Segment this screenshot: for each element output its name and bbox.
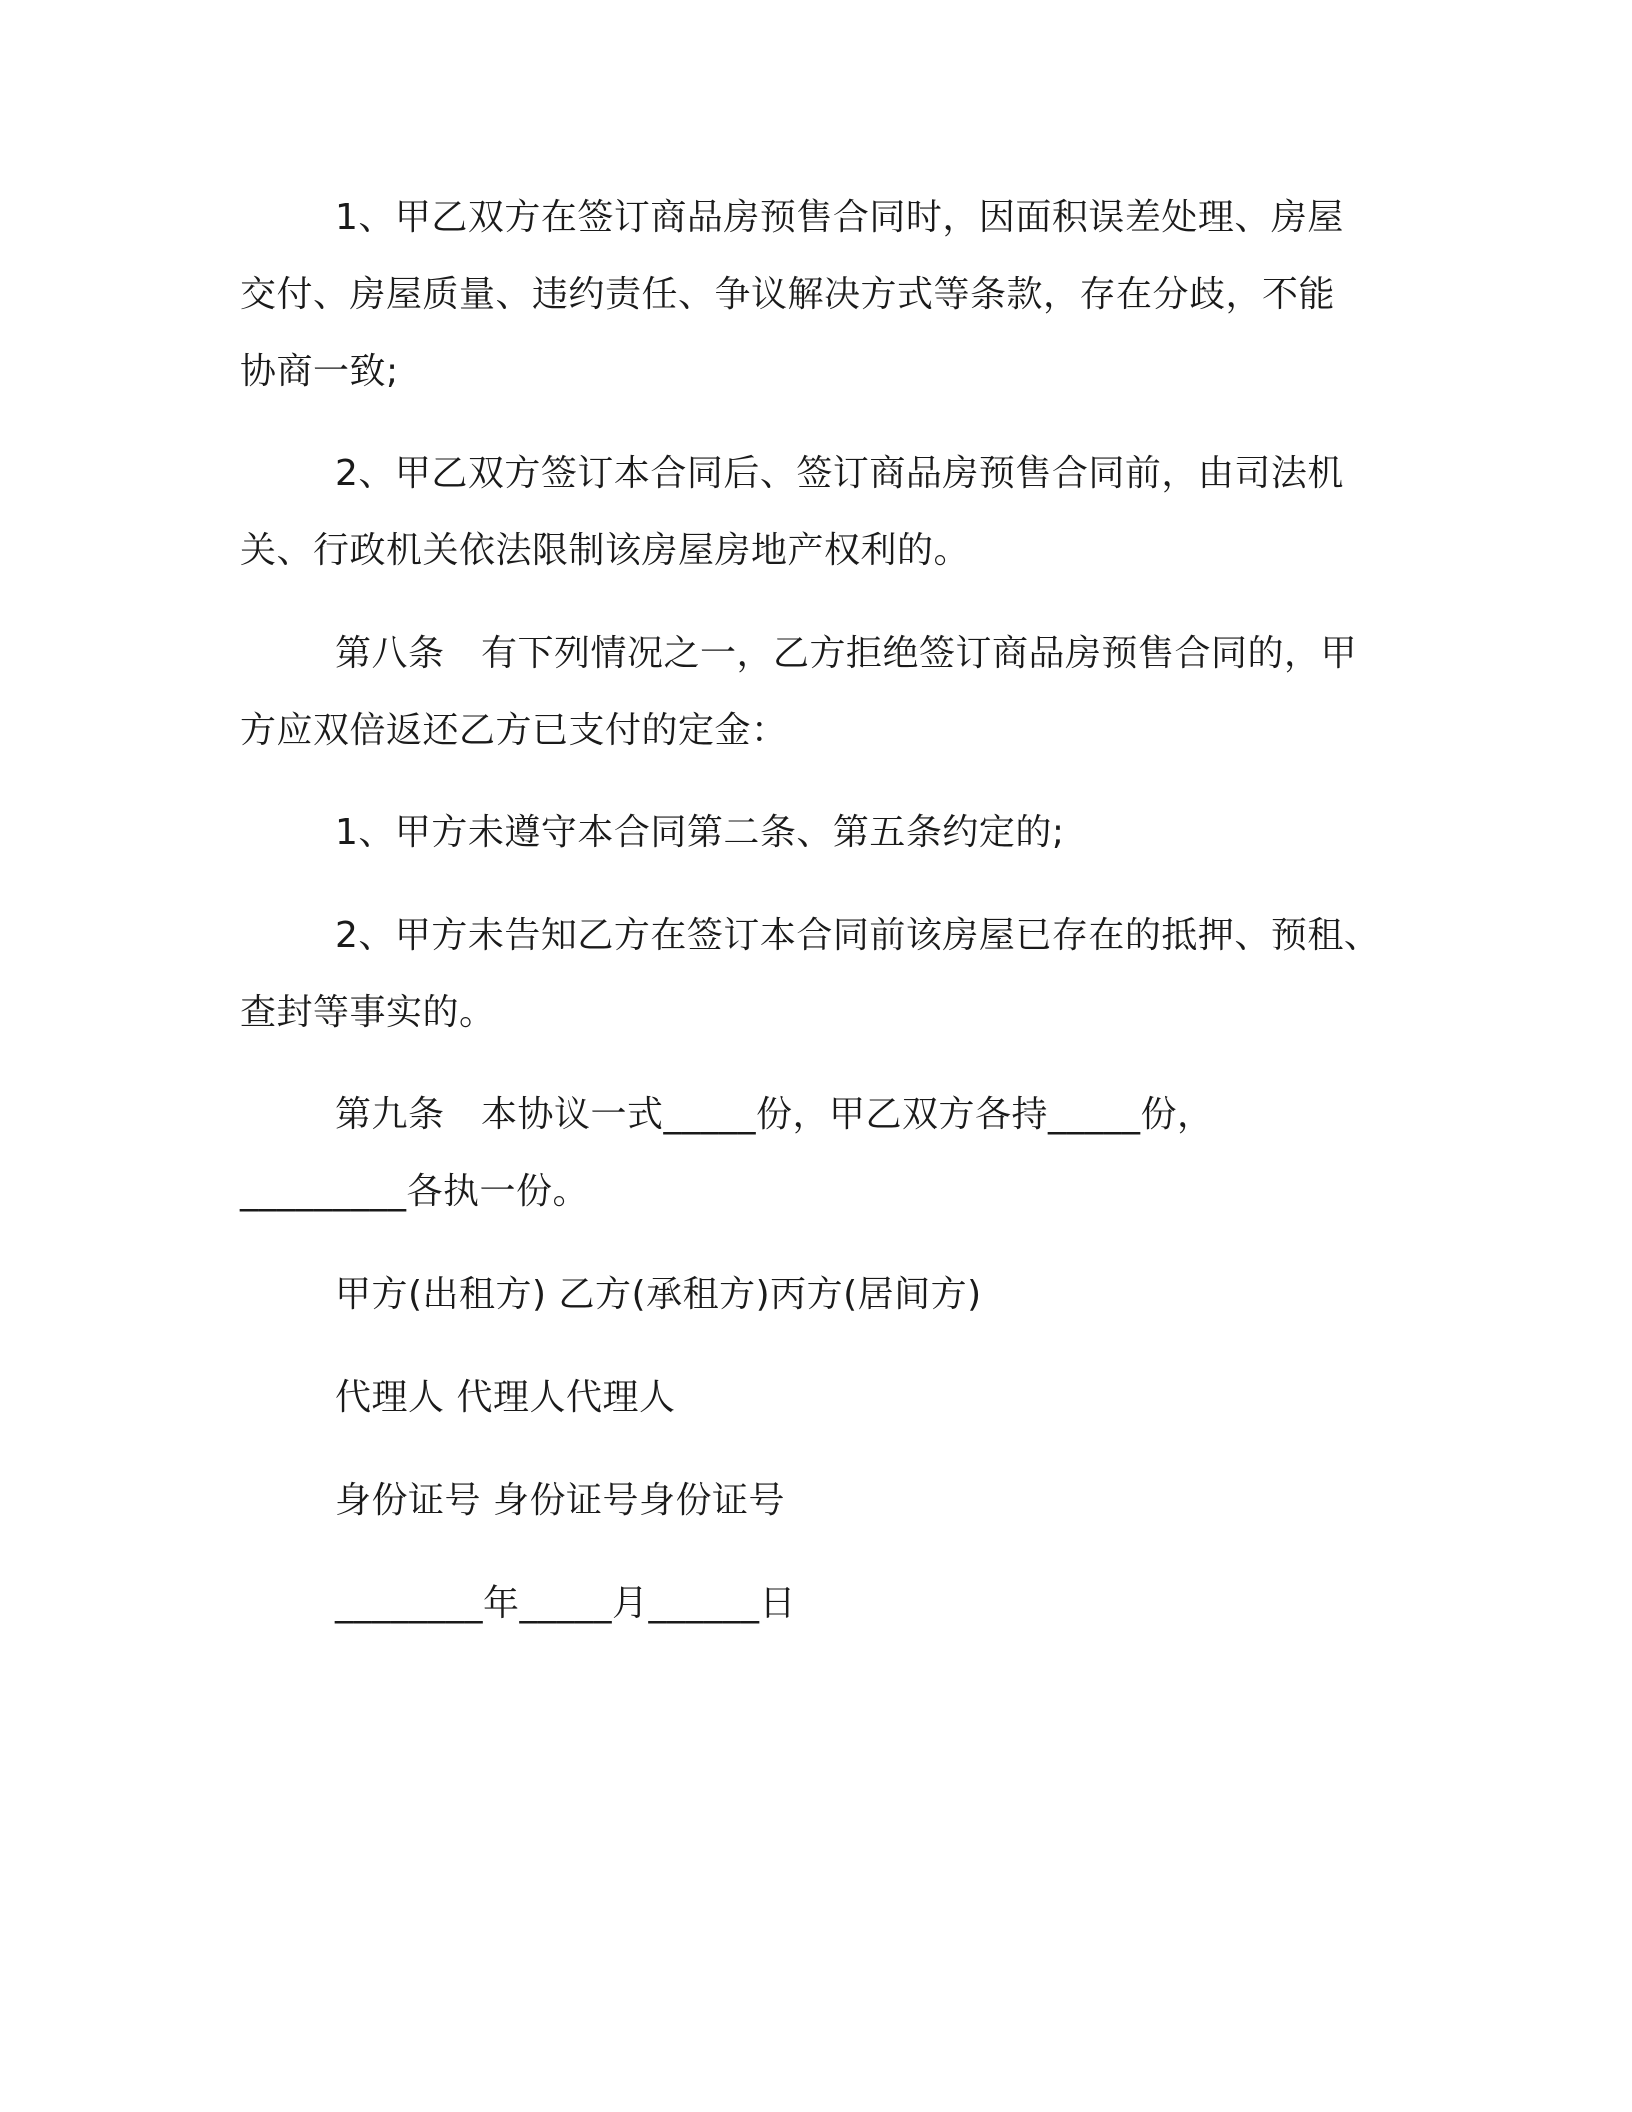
signature-date: ________年_____月______日 <box>335 1583 796 1624</box>
clause-9-line-1: 第九条 本协议一式_____份，甲乙双方各持_____份， <box>335 1094 1214 1135</box>
clause-8-line-1: 第八条 有下列情况之一，乙方拒绝签订商品房预售合同的，甲 <box>335 633 1358 674</box>
clause-7-item-2-line-2: 关、行政机关依法限制该房屋房地产权利的。 <box>240 530 971 571</box>
clause-9-line-2: _________各执一份。 <box>240 1171 590 1212</box>
signature-agents: 代理人 代理人代理人 <box>335 1377 676 1418</box>
clause-8-line-2: 方应双倍返还乙方已支付的定金： <box>240 710 788 751</box>
clause-8-item-1: 1、甲方未遵守本合同第二条、第五条约定的; <box>335 812 1065 853</box>
clause-7-item-1-line-3: 协商一致; <box>240 351 399 392</box>
clause-7-item-1-line-2: 交付、房屋质量、违约责任、争议解决方式等条款，存在分歧，不能 <box>240 274 1336 315</box>
clause-7-item-1-line-1: 1、甲乙双方在签订商品房预售合同时，因面积误差处理、房屋 <box>335 197 1344 238</box>
signature-parties: 甲方(出租方) 乙方(承租方)丙方(居间方) <box>335 1274 982 1315</box>
clause-8-item-2-line-2: 查封等事实的。 <box>240 992 496 1033</box>
clause-7-item-2-line-1: 2、甲乙双方签订本合同后、签订商品房预售合同前，由司法机 <box>335 453 1344 494</box>
signature-id-numbers: 身份证号 身份证号身份证号 <box>335 1480 785 1521</box>
clause-8-item-2-line-1: 2、甲方未告知乙方在签订本合同前该房屋已存在的抵押、预租、 <box>335 915 1381 956</box>
